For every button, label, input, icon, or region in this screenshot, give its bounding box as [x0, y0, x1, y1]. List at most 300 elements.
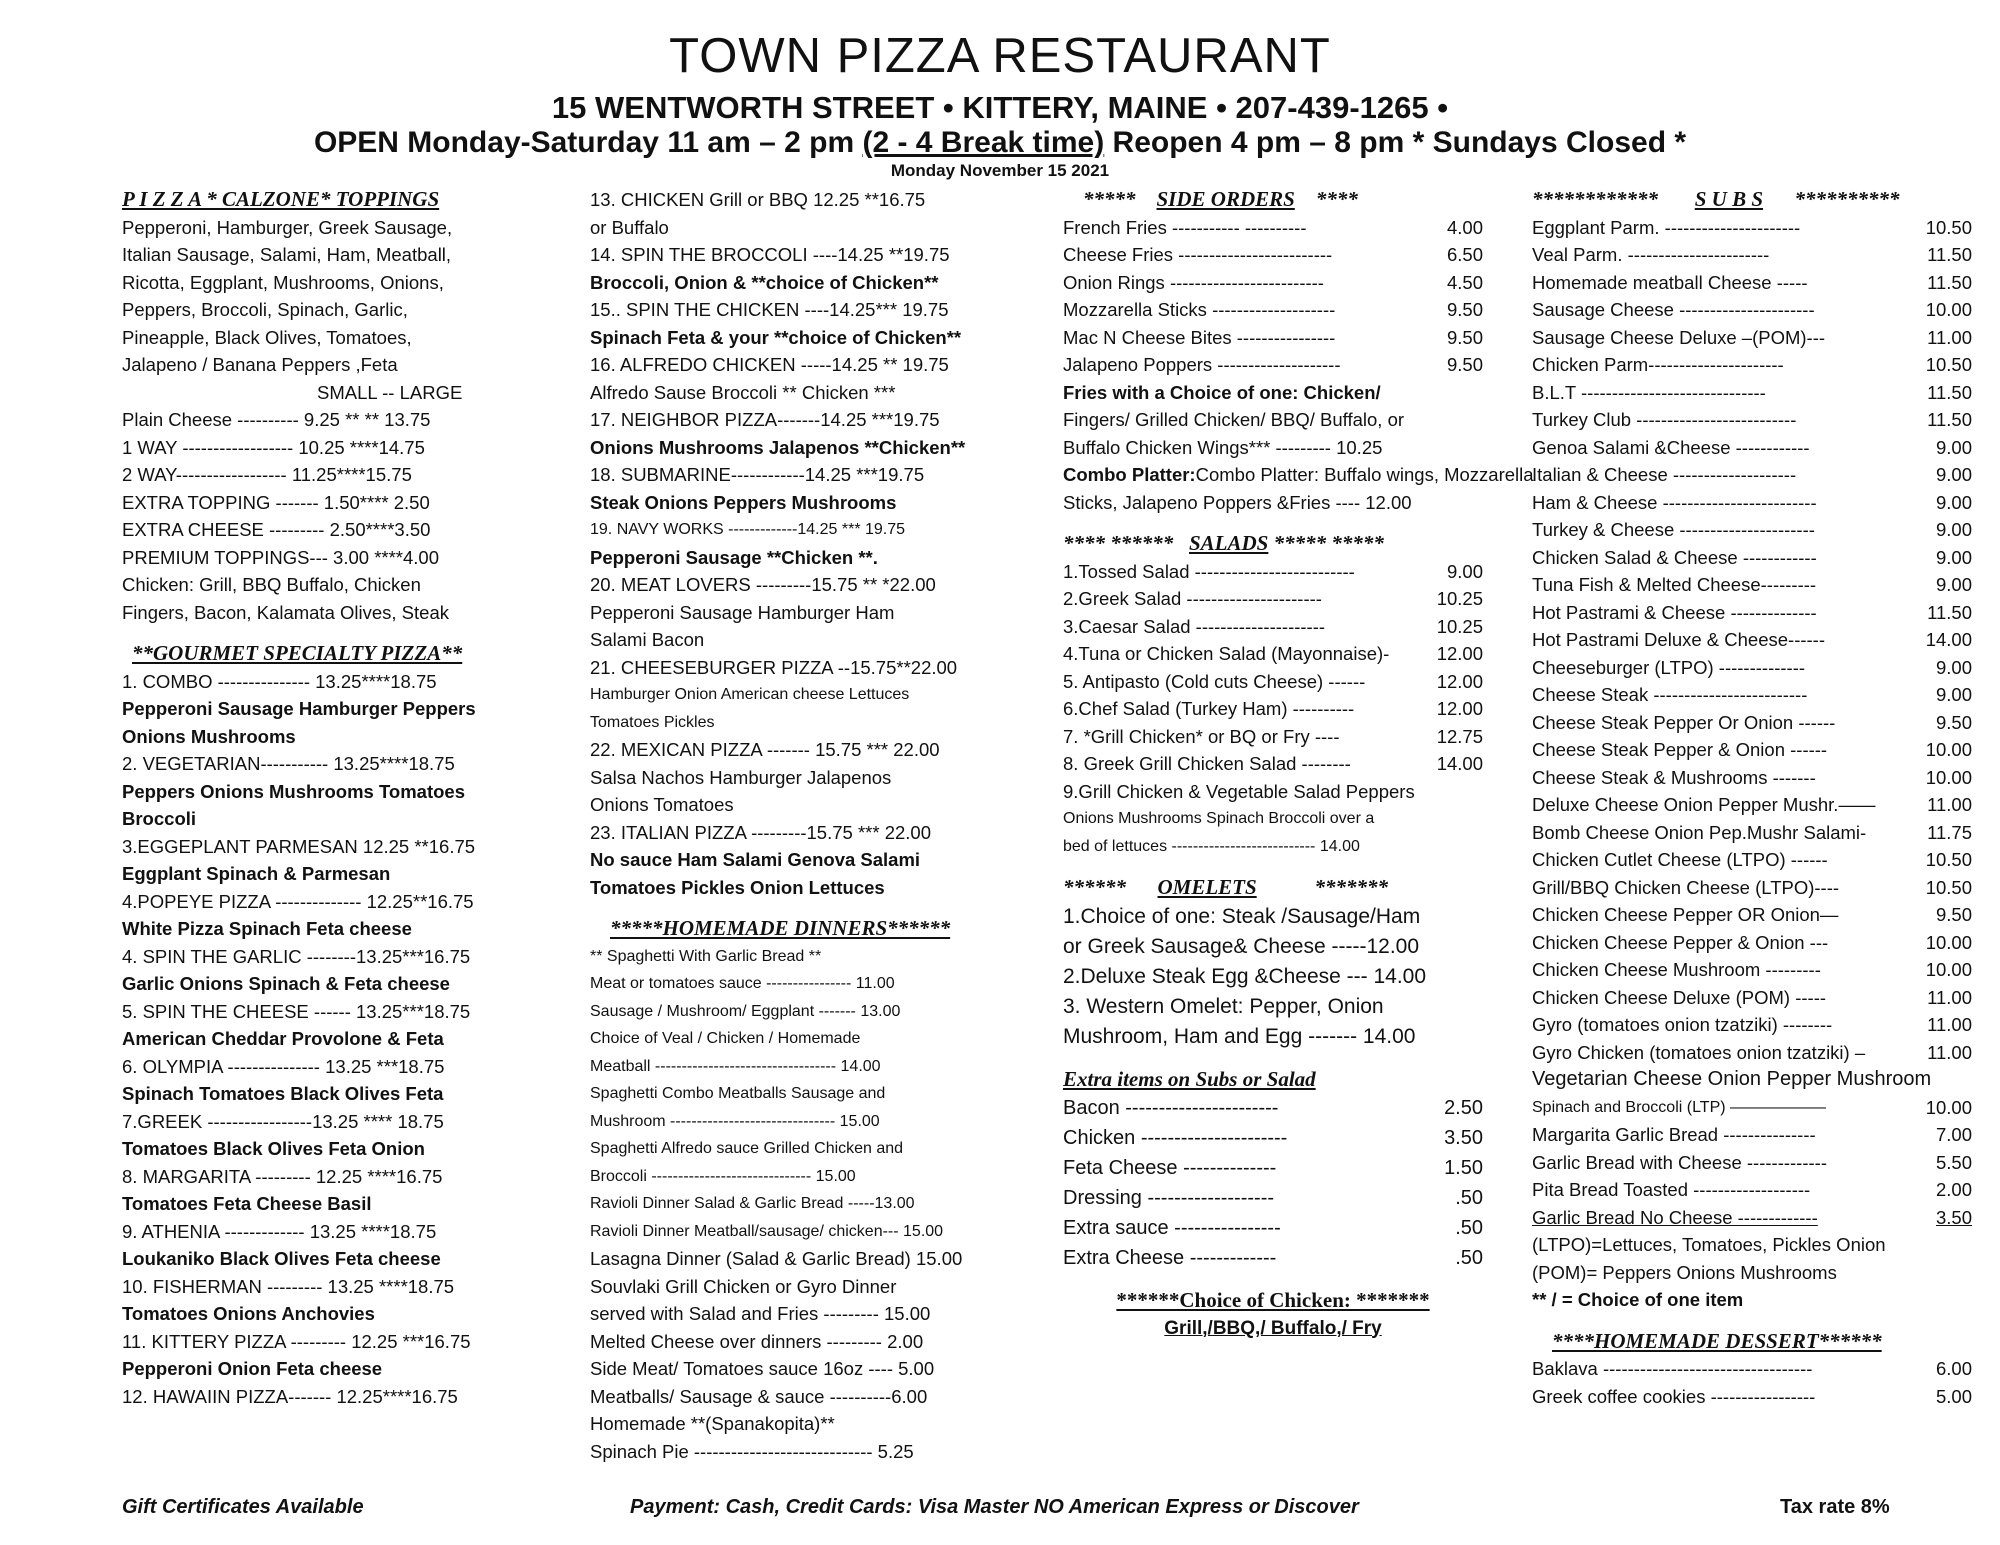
- pizza-desc: Salami Bacon: [590, 629, 705, 650]
- dinner-item: served with Salad and Fries --------- 15.00: [590, 1303, 931, 1324]
- item-price: 9.50: [1446, 354, 1483, 375]
- price-line: Plain Cheese ---------- 9.25 ** ** 13.75: [122, 409, 431, 430]
- item-name: Bacon -----------------------: [1063, 1097, 1279, 1119]
- salad-item: bed of lettuces --------------------------- 14.00: [1063, 837, 1360, 855]
- sub-item: [1532, 379, 1972, 407]
- item-name: Chicken Cheese Deluxe (POM) -----: [1532, 986, 1827, 1008]
- title-stars: ******: [1063, 875, 1126, 899]
- item-name: 4.Tuna or Chicken Salad (Mayonnaise)-: [1063, 643, 1390, 664]
- sub-item: [1532, 351, 1972, 379]
- premium-line: Fingers, Bacon, Kalamata Olives, Steak: [122, 601, 449, 623]
- pizza-desc: or Buffalo: [590, 216, 669, 238]
- dinner-item: Ravioli Dinner Meatball/sausage/ chicken--- 15.00: [590, 1222, 944, 1240]
- pizza-item: 9. ATHENIA ------------- 13.25 ****18.75: [122, 1220, 437, 1242]
- pizza-desc: Onions Mushrooms: [122, 725, 296, 747]
- item-price: 9.00: [1446, 560, 1483, 582]
- price-line: EXTRA TOPPING ------- 1.50**** 2.50: [122, 491, 430, 513]
- item-name: 7. *Grill Chicken* or BQ or Fry ----: [1063, 725, 1340, 747]
- dinner-item: Spaghetti Alfredo sauce Grilled Chicken and: [590, 1140, 904, 1157]
- pizza-column: [122, 186, 592, 1410]
- omelet-line: 2.Deluxe Steak Egg &Cheese --- 14.00: [1063, 964, 1427, 988]
- dinner-item: Broccoli ------------------------------ 15.00: [590, 1167, 856, 1185]
- salad-item: [1063, 640, 1483, 668]
- title-stars: *****: [1083, 187, 1136, 211]
- item-name: Chicken Cheese Pepper & Onion ---: [1532, 931, 1829, 953]
- pizza-desc: Pepperoni Sausage Hamburger Peppers: [122, 698, 476, 719]
- item-price: 10.50: [1925, 354, 1972, 375]
- payment-info: Payment: Cash, Credit Cards: Visa Master NO American Express or Discover: [630, 1496, 1359, 1518]
- item-price: 10.50: [1925, 216, 1972, 238]
- item-price: 11.00: [1927, 326, 1972, 348]
- item-price: 3.50: [1935, 1206, 1972, 1228]
- sub-item: [1532, 654, 1972, 682]
- sub-item: [1532, 929, 1972, 957]
- pizza-desc: Onions Mushrooms Jalapenos **Chicken**: [590, 436, 966, 458]
- pizza-desc: Broccoli, Onion & **choice of Chicken**: [590, 271, 939, 293]
- pizza-desc: Pepperoni Sausage **Chicken **.: [590, 546, 878, 568]
- item-name: Extra sauce ----------------: [1063, 1217, 1281, 1239]
- side-order-item: [1063, 214, 1483, 242]
- sub-item: [1532, 324, 1972, 352]
- item-name: Gyro Chicken (tomatoes onion tzatziki) –: [1532, 1041, 1866, 1063]
- pizza-desc: Spinach Tomatoes Black Olives Feta: [122, 1083, 444, 1104]
- side-order-item: [1063, 241, 1483, 269]
- omelets-title: [1063, 874, 1483, 902]
- pizza-desc: Alfredo Sause Broccoli ** Chicken ***: [590, 381, 896, 403]
- item-name: Hot Pastrami & Cheese --------------: [1532, 601, 1817, 623]
- pizza-desc: Steak Onions Peppers Mushrooms: [590, 491, 897, 513]
- item-price: 10.25: [1436, 588, 1483, 609]
- pizza-desc: No sauce Ham Salami Genova Salami: [590, 849, 921, 870]
- salad-item: [1063, 750, 1483, 778]
- item-price: 11.00: [1927, 1014, 1972, 1035]
- salad-item: [1063, 668, 1483, 696]
- sub-item: [1532, 269, 1972, 297]
- sub-item: [1532, 956, 1972, 984]
- dinner-item: Meatball ---------------------------------- 14.00: [590, 1057, 881, 1075]
- pizza-item: 6. OLYMPIA --------------- 13.25 ***18.75: [122, 1055, 445, 1077]
- sub-item: [1532, 709, 1972, 737]
- menu-date: Monday November 15 2021: [890, 161, 1110, 180]
- price-line: 2 WAY------------------ 11.25****15.75: [122, 464, 412, 485]
- item-price: 2.50: [1444, 1097, 1483, 1119]
- item-price: 6.00: [1935, 1358, 1972, 1379]
- combo-text: Combo Platter: Buffalo wings, Mozzarella: [1195, 464, 1534, 485]
- pizza-item: 1. COMBO --------------- 13.25****18.75: [122, 670, 437, 692]
- item-price: 4.00: [1446, 216, 1483, 238]
- sub-item: [1532, 1204, 1972, 1232]
- item-name: Cheese Fries -------------------------: [1063, 244, 1333, 265]
- sub-item: [1532, 489, 1972, 517]
- item-name: Baklava ----------------------------------: [1532, 1358, 1813, 1379]
- title-stars: ****: [1315, 187, 1358, 211]
- extra-item: [1063, 1123, 1483, 1153]
- pizza-item: 2. VEGETARIAN----------- 13.25****18.75: [122, 753, 455, 774]
- pizza-desc: Broccoli: [122, 808, 197, 829]
- choice-of-chicken-options: Grill,/BBQ,/ Buffalo,/ Fry: [1164, 1317, 1382, 1339]
- item-price: 9.00: [1935, 464, 1972, 485]
- item-name: 2.Greek Salad ----------------------: [1063, 588, 1322, 609]
- sub-item: [1532, 681, 1972, 709]
- restaurant-title: TOWN PIZZA RESTAURANT: [669, 29, 1331, 83]
- item-price: 10.50: [1925, 849, 1972, 870]
- vegetarian-sub: [1532, 1094, 1972, 1122]
- item-price: 11.50: [1927, 601, 1972, 623]
- title-stars: ***** *****: [1273, 531, 1384, 555]
- dinner-item: Choice of Veal / Chicken / Homemade: [590, 1030, 861, 1047]
- sub-item: [1532, 1149, 1972, 1177]
- item-price: 4.50: [1446, 271, 1483, 293]
- pizza-item: 5. SPIN THE CHEESE ------ 13.25***18.75: [122, 1000, 471, 1022]
- sub-item: [1532, 764, 1972, 792]
- extra-item: [1063, 1213, 1483, 1243]
- item-name: 8. Greek Grill Chicken Salad --------: [1063, 753, 1351, 774]
- item-name: Tuna Fish & Melted Cheese---------: [1532, 574, 1817, 595]
- item-price: 14.00: [1436, 753, 1483, 774]
- item-name: Deluxe Cheese Onion Pepper Mushr.——: [1532, 794, 1876, 815]
- pizza-desc: Tomatoes Pickles: [590, 713, 715, 731]
- combo-platter: [1063, 461, 1534, 489]
- dinner-item: Spinach Pie ----------------------------- 5.25: [590, 1440, 914, 1462]
- dinners-section-title: *****HOMEMADE DINNERS******: [610, 916, 951, 940]
- item-price: 11.75: [1927, 821, 1972, 843]
- item-price: 11.50: [1927, 409, 1972, 430]
- pizza-item: 20. MEAT LOVERS ---------15.75 ** *22.00: [590, 574, 936, 595]
- pizza-desc: Pepperoni Sausage Hamburger Ham: [590, 601, 895, 623]
- title-stars: **********: [1794, 187, 1900, 211]
- omelet-line: Mushroom, Ham and Egg ------- 14.00: [1063, 1024, 1416, 1048]
- pizza-item: 4. SPIN THE GARLIC --------13.25***16.75: [122, 945, 471, 967]
- sub-item: [1532, 874, 1972, 902]
- pizza-item: 7.GREEK -----------------13.25 **** 18.75: [122, 1110, 444, 1132]
- sub-item: [1532, 984, 1972, 1012]
- hours-post: Reopen 4 pm – 8 pm * Sundays Closed *: [1104, 126, 1687, 159]
- dinner-item: Meat or tomatoes sauce ---------------- 11.00: [590, 975, 895, 992]
- item-name: Pita Bread Toasted -------------------: [1532, 1179, 1811, 1200]
- legend-note: (LTPO)=Lettuces, Tomatoes, Pickles Onion: [1532, 1234, 1886, 1255]
- item-name: Margarita Garlic Bread ---------------: [1532, 1124, 1816, 1145]
- item-price: .50: [1455, 1247, 1483, 1269]
- omelet-line: 3. Western Omelet: Pepper, Onion: [1063, 994, 1384, 1018]
- pizza-desc: Hamburger Onion American cheese Lettuces: [590, 686, 910, 703]
- pizza-item: 10. FISHERMAN --------- 13.25 ****18.75: [122, 1275, 455, 1297]
- vegetarian-sub: Vegetarian Cheese Onion Pepper Mushroom: [1532, 1068, 1932, 1090]
- spaghetti-header: ** Spaghetti With Garlic Bread **: [590, 947, 822, 965]
- item-price: 9.50: [1446, 326, 1483, 348]
- item-price: 10.00: [1925, 766, 1972, 788]
- salad-item: [1063, 558, 1483, 586]
- hours-pre: OPEN Monday-Saturday 11 am – 2 pm: [313, 126, 863, 159]
- pizza-desc: Tomatoes Feta Cheese Basil: [122, 1193, 372, 1214]
- pizza-desc: Tomatoes Pickles Onion Lettuces: [590, 876, 885, 898]
- item-price: 9.50: [1446, 299, 1483, 320]
- side-order-item: [1063, 296, 1483, 324]
- sub-item: [1532, 214, 1972, 242]
- sub-item: [1532, 1039, 1972, 1067]
- item-price: 11.00: [1927, 986, 1972, 1008]
- item-name: Garlic Bread with Cheese -------------: [1532, 1151, 1827, 1173]
- toppings-line: Jalapeno / Banana Peppers ,Feta: [122, 354, 398, 375]
- item-price: 9.00: [1935, 574, 1972, 595]
- dinner-item: Souvlaki Grill Chicken or Gyro Dinner: [590, 1275, 897, 1297]
- item-name: French Fries ----------- ----------: [1063, 216, 1307, 238]
- item-name: Onion Rings -------------------------: [1063, 271, 1324, 293]
- combo-label: Combo Platter:: [1063, 464, 1196, 485]
- dinner-item: Melted Cheese over dinners --------- 2.00: [590, 1330, 924, 1352]
- item-price: 11.50: [1927, 244, 1972, 265]
- pizza-item: 12. HAWAIIN PIZZA------- 12.25****16.75: [122, 1385, 458, 1407]
- item-name: Cheese Steak & Mushrooms -------: [1532, 766, 1816, 788]
- pizza-item: 15.. SPIN THE CHICKEN ----14.25*** 19.75: [590, 299, 949, 320]
- pizza-item: 8. MARGARITA --------- 12.25 ****16.75: [122, 1165, 443, 1187]
- omelet-line: or Greek Sausage& Cheese -----12.00: [1063, 934, 1420, 958]
- item-price: 10.25: [1436, 615, 1483, 637]
- sub-item: [1532, 434, 1972, 462]
- pizza-desc: Peppers Onions Mushrooms Tomatoes: [122, 780, 465, 802]
- pizza-desc: Spinach Feta & your **choice of Chicken**: [590, 326, 962, 348]
- item-price: 9.00: [1935, 519, 1972, 540]
- dinner-item: Homemade **(Spanakopita)**: [590, 1413, 835, 1434]
- item-name: 1.Tossed Salad --------------------------: [1063, 560, 1355, 582]
- item-price: 2.00: [1935, 1179, 1972, 1200]
- item-name: Chicken Salad & Cheese ------------: [1532, 546, 1817, 568]
- sub-item: [1532, 516, 1972, 544]
- legend-note: (POM)= Peppers Onions Mushrooms: [1532, 1261, 1837, 1283]
- sub-item: [1532, 461, 1972, 489]
- toppings-line: Pineapple, Black Olives, Tomatoes,: [122, 326, 412, 348]
- sub-item: [1532, 626, 1972, 654]
- item-name: Jalapeno Poppers --------------------: [1063, 354, 1341, 375]
- pizza-item: 22. MEXICAN PIZZA ------- 15.75 *** 22.00: [590, 739, 940, 760]
- item-name: Chicken Cutlet Cheese (LTPO) ------: [1532, 849, 1828, 870]
- pizza-item: 17. NEIGHBOR PIZZA-------14.25 ***19.75: [590, 409, 940, 430]
- pizza-desc: Pepperoni Onion Feta cheese: [122, 1358, 383, 1379]
- title-text: SALADS: [1189, 531, 1269, 555]
- title-stars: *******: [1314, 875, 1388, 899]
- item-name: Cheeseburger (LTPO) --------------: [1532, 656, 1806, 678]
- toppings-line: Ricotta, Eggplant, Mushrooms, Onions,: [122, 271, 444, 293]
- item-price: 5.50: [1935, 1151, 1972, 1173]
- item-name: 3.Caesar Salad ---------------------: [1063, 615, 1326, 637]
- title-text: SIDE ORDERS: [1156, 187, 1295, 211]
- item-name: Cheese Steak Pepper & Onion ------: [1532, 739, 1828, 760]
- gourmet-section-title: **GOURMET SPECIALTY PIZZA**: [132, 641, 463, 665]
- item-name: Veal Parm. -----------------------: [1532, 244, 1770, 265]
- item-name: Chicken ----------------------: [1063, 1127, 1288, 1149]
- toppings-line: Peppers, Broccoli, Spinach, Garlic,: [122, 299, 408, 320]
- item-price: 12.00: [1436, 643, 1483, 664]
- item-price: 9.00: [1935, 684, 1972, 705]
- subs-title: [1532, 186, 1972, 214]
- extra-item: [1063, 1183, 1483, 1213]
- dinner-item: Side Meat/ Tomatoes sauce 16oz ---- 5.00: [590, 1358, 935, 1379]
- fries-choice: Fries with a Choice of one: Chicken/: [1063, 381, 1381, 403]
- dinner-item: Ravioli Dinner Salad & Garlic Bread -----13.00: [590, 1195, 915, 1212]
- sub-item: [1532, 599, 1972, 627]
- toppings-line: Italian Sausage, Salami, Ham, Meatball,: [122, 244, 452, 265]
- sub-item: [1532, 1176, 1972, 1204]
- pizza-desc: Eggplant Spinach & Parmesan: [122, 863, 391, 884]
- pizza-desc: Garlic Onions Spinach & Feta cheese: [122, 973, 450, 994]
- pizza-item: 3.EGGEPLANT PARMESAN 12.25 **16.75: [122, 835, 476, 857]
- dessert-item: [1532, 1383, 1972, 1411]
- choice-of-chicken-title: ******Choice of Chicken: *******: [1116, 1288, 1430, 1312]
- pizza-item: 16. ALFREDO CHICKEN -----14.25 ** 19.75: [590, 354, 949, 375]
- title-text: S U B S: [1694, 187, 1764, 211]
- dinner-item: Meatballs/ Sausage & sauce ----------6.00: [590, 1385, 928, 1407]
- legend-note: ** / = Choice of one item: [1532, 1289, 1744, 1310]
- item-name: Bomb Cheese Onion Pep.Mushr Salami-: [1532, 821, 1867, 843]
- title-stars: ************: [1532, 187, 1658, 211]
- item-price: 9.50: [1935, 904, 1972, 925]
- salads-title: [1063, 530, 1483, 558]
- side-order-item: [1063, 351, 1483, 379]
- item-name: Homemade meatball Cheese -----: [1532, 271, 1808, 293]
- item-price: 10.00: [1925, 959, 1972, 980]
- pizza-desc: Loukaniko Black Olives Feta cheese: [122, 1248, 441, 1269]
- sub-item: [1532, 846, 1972, 874]
- item-price: 10.00: [1925, 739, 1972, 760]
- salad-item: [1063, 585, 1483, 613]
- sub-item: [1532, 1011, 1972, 1039]
- item-price: 6.50: [1446, 244, 1483, 265]
- combo-platter: Sticks, Jalapeno Poppers &Fries ---- 12.00: [1063, 491, 1412, 513]
- dinner-item: Mushroom ------------------------------- 15.00: [590, 1112, 880, 1130]
- item-price: 14.00: [1925, 629, 1972, 650]
- fries-choice: Fingers/ Grilled Chicken/ BBQ/ Buffalo, or: [1063, 409, 1405, 430]
- item-price: 9.50: [1935, 711, 1972, 733]
- pizza-item: 4.POPEYE PIZZA -------------- 12.25**16.75: [122, 890, 474, 912]
- item-name: Greek coffee cookies -----------------: [1532, 1385, 1816, 1407]
- sub-item: [1532, 791, 1972, 819]
- extra-item: [1063, 1153, 1483, 1183]
- pizza-desc: Onions Tomatoes: [590, 794, 734, 815]
- dinner-item: Sausage / Mushroom/ Eggplant ------- 13.00: [590, 1002, 901, 1020]
- dessert-title: ****HOMEMADE DESSERT******: [1552, 1328, 1882, 1353]
- pizza-desc: American Cheddar Provolone & Feta: [122, 1028, 444, 1049]
- hours-break: (2 - 4 Break time): [862, 126, 1105, 159]
- item-name: Garlic Bread No Cheese -------------: [1532, 1206, 1818, 1228]
- item-name: Cheese Steak Pepper Or Onion ------: [1532, 711, 1836, 733]
- salad-item: 9.Grill Chicken & Vegetable Salad Peppers: [1063, 780, 1415, 802]
- side-orders-title: [1063, 186, 1483, 214]
- opening-hours: [0, 126, 2000, 160]
- item-name: Sausage Cheese Deluxe –(POM)---: [1532, 326, 1826, 348]
- item-price: .50: [1455, 1217, 1483, 1239]
- sub-item: [1532, 241, 1972, 269]
- item-price: 11.50: [1927, 271, 1972, 293]
- item-name: Chicken Cheese Mushroom ---------: [1532, 959, 1821, 980]
- item-name: Mozzarella Sticks --------------------: [1063, 299, 1336, 320]
- item-price: 10.00: [1925, 1096, 1972, 1118]
- item-price: 9.00: [1935, 546, 1972, 568]
- restaurant-address: 15 WENTWORTH STREET • KITTERY, MAINE • 207-439-1265 •: [551, 90, 1449, 125]
- salad-item: [1063, 723, 1483, 751]
- item-price: 5.00: [1935, 1385, 1972, 1407]
- sides-salads-column: [1063, 186, 1534, 1342]
- pizza-item: 21. CHEESEBURGER PIZZA --15.75**22.00: [590, 656, 958, 678]
- sub-item: [1532, 819, 1972, 847]
- title-stars: **** ******: [1063, 531, 1174, 555]
- item-name: Hot Pastrami Deluxe & Cheese------: [1532, 629, 1825, 650]
- pizza-desc: Tomatoes Black Olives Feta Onion: [122, 1138, 425, 1159]
- omelet-line: 1.Choice of one: Steak /Sausage/Ham: [1063, 904, 1421, 928]
- pizza-item: 23. ITALIAN PIZZA ---------15.75 *** 22.00: [590, 821, 931, 843]
- pizza-desc: Tomatoes Onions Anchovies: [122, 1303, 375, 1324]
- salad-item: [1063, 613, 1483, 641]
- sub-item: [1532, 544, 1972, 572]
- item-name: Genoa Salami &Cheese ------------: [1532, 436, 1810, 458]
- item-price: 11.00: [1927, 1041, 1972, 1063]
- item-name: Grill/BBQ Chicken Cheese (LTPO)----: [1532, 876, 1840, 898]
- price-line: EXTRA CHEESE --------- 2.50****3.50: [122, 519, 431, 540]
- salad-item: Onions Mushrooms Spinach Broccoli over a: [1063, 810, 1375, 827]
- item-price: 9.00: [1935, 656, 1972, 678]
- price-line: PREMIUM TOPPINGS--- 3.00 ****4.00: [122, 546, 440, 568]
- tax-rate: Tax rate 8%: [1780, 1496, 1890, 1518]
- dinner-item: Lasagna Dinner (Salad & Garlic Bread) 15.00: [590, 1248, 963, 1269]
- item-name: Feta Cheese --------------: [1063, 1157, 1277, 1179]
- item-name: Eggplant Parm. ----------------------: [1532, 216, 1801, 238]
- pizza-item: 14. SPIN THE BROCCOLI ----14.25 **19.75: [590, 244, 950, 265]
- pizza-item: 11. KITTERY PIZZA --------- 12.25 ***16.75: [122, 1330, 471, 1352]
- price-line: 1 WAY ------------------ 10.25 ****14.75: [122, 436, 425, 458]
- title-text: OMELETS: [1157, 875, 1257, 899]
- sub-item: [1532, 406, 1972, 434]
- extra-item: [1063, 1243, 1483, 1273]
- pizza-item: 19. NAVY WORKS -------------14.25 *** 19.75: [590, 521, 906, 538]
- sub-item: [1532, 901, 1972, 929]
- item-price: 1.50: [1444, 1157, 1483, 1179]
- extra-items-title: Extra items on Subs or Salad: [1063, 1066, 1316, 1091]
- item-price: 3.50: [1444, 1127, 1483, 1149]
- toppings-line: Pepperoni, Hamburger, Greek Sausage,: [122, 216, 453, 238]
- item-name: Ham & Cheese -------------------------: [1532, 491, 1817, 513]
- item-name: 6.Chef Salad (Turkey Ham) ----------: [1063, 698, 1355, 719]
- dinner-item: Spaghetti Combo Meatballs Sausage and: [590, 1085, 886, 1102]
- sub-item: [1532, 736, 1972, 764]
- item-price: 11.50: [1927, 381, 1972, 403]
- premium-line: Chicken: Grill, BBQ Buffalo, Chicken: [122, 574, 421, 595]
- item-price: 11.00: [1927, 794, 1972, 815]
- pizza-desc: White Pizza Spinach Feta cheese: [122, 918, 412, 939]
- item-name: Chicken Parm----------------------: [1532, 354, 1784, 375]
- pizza-desc: Salsa Nachos Hamburger Jalapenos: [590, 766, 892, 788]
- item-price: 12.75: [1436, 725, 1483, 747]
- item-name: Sausage Cheese ----------------------: [1532, 299, 1815, 320]
- item-price: 12.00: [1436, 670, 1483, 692]
- item-name: Gyro (tomatoes onion tzatziki) --------: [1532, 1014, 1833, 1035]
- item-price: 10.00: [1925, 931, 1972, 953]
- item-name: Spinach and Broccoli (LTP) ——————: [1532, 1098, 1827, 1116]
- item-name: Cheese Steak -------------------------: [1532, 684, 1808, 705]
- sub-item: [1532, 296, 1972, 324]
- gift-certificates: Gift Certificates Available: [122, 1496, 364, 1518]
- item-price: 10.00: [1925, 299, 1972, 320]
- sub-item: [1532, 571, 1972, 599]
- item-price: 9.00: [1935, 436, 1972, 458]
- side-order-item: [1063, 324, 1483, 352]
- item-name: Turkey & Cheese ----------------------: [1532, 519, 1815, 540]
- item-name: 5. Antipasto (Cold cuts Cheese) ------: [1063, 670, 1366, 692]
- item-name: B.L.T ------------------------------: [1532, 381, 1766, 403]
- fries-choice: Buffalo Chicken Wings*** --------- 10.25: [1063, 436, 1383, 458]
- pizza-item: 13. CHICKEN Grill or BBQ 12.25 **16.75: [590, 189, 926, 210]
- salad-item: [1063, 695, 1483, 723]
- item-price: 10.50: [1925, 876, 1972, 898]
- item-name: Chicken Cheese Pepper OR Onion—: [1532, 904, 1839, 925]
- subs-column: [1532, 186, 1972, 1410]
